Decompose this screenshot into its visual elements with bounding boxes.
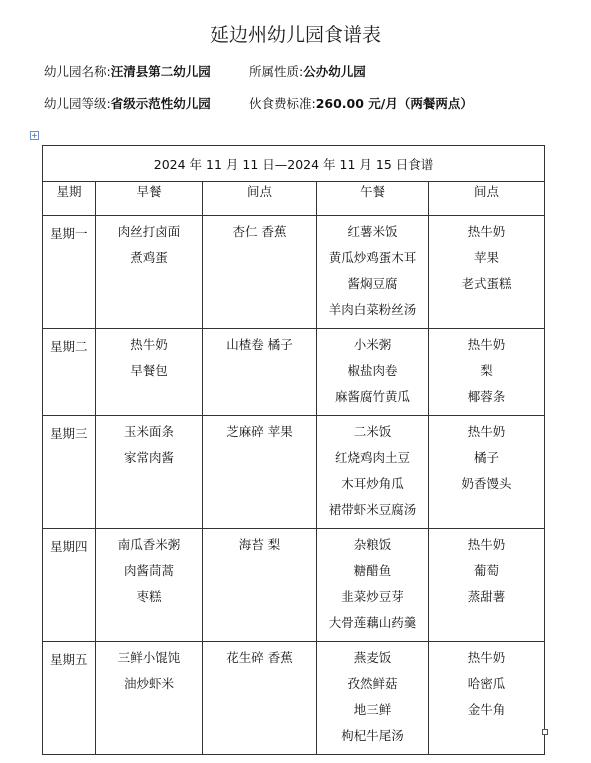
header-snack-pm: 间点 bbox=[429, 182, 545, 216]
snack1-cell bbox=[203, 216, 317, 329]
menu-item: 热牛奶 bbox=[467, 337, 506, 352]
menu-item: 蒸甜薯 bbox=[467, 589, 506, 604]
menu-item: 热牛奶 bbox=[467, 650, 506, 665]
menu-item: 葡萄 bbox=[474, 563, 500, 578]
menu-item: 羊肉白菜粉丝汤 bbox=[328, 302, 417, 317]
snack2-cell bbox=[429, 216, 545, 329]
grade-label: 幼儿园等级: bbox=[44, 96, 111, 111]
menu-item: 肉丝打卤面 bbox=[117, 224, 181, 239]
breakfast-cell bbox=[96, 529, 203, 642]
table-row bbox=[43, 329, 545, 416]
menu-item: 南瓜香米粥 bbox=[117, 537, 181, 552]
breakfast-cell bbox=[96, 642, 203, 755]
lunch-cell bbox=[317, 216, 429, 329]
menu-item: 燕麦饭 bbox=[353, 650, 392, 665]
kindergarten-name bbox=[44, 62, 211, 80]
menu-item: 小米粥 bbox=[353, 337, 392, 352]
name-value: 汪清县第二幼儿园 bbox=[110, 64, 211, 79]
kindergarten-grade bbox=[44, 94, 211, 112]
breakfast-cell bbox=[96, 329, 203, 416]
snack1-cell bbox=[203, 416, 317, 529]
weekday-cell: 星期二 bbox=[43, 329, 96, 416]
table-row bbox=[43, 642, 545, 755]
table-row bbox=[43, 416, 545, 529]
menu-item: 椰蓉条 bbox=[467, 389, 506, 404]
table-resize-handle[interactable] bbox=[542, 729, 548, 735]
weekday-cell: 星期一 bbox=[43, 216, 96, 329]
table-row bbox=[43, 529, 545, 642]
menu-item: 杂粮饭 bbox=[353, 537, 392, 552]
table-move-handle-icon[interactable]: + bbox=[31, 131, 38, 140]
nature-value: 公办幼儿园 bbox=[303, 64, 366, 79]
breakfast-cell bbox=[96, 416, 203, 529]
menu-item: 糖醋鱼 bbox=[353, 563, 392, 578]
menu-item: 麻酱腐竹黄瓜 bbox=[334, 389, 410, 404]
menu-item: 山楂卷 橘子 bbox=[226, 337, 293, 352]
menu-item: 椒盐肉卷 bbox=[347, 363, 398, 378]
menu-item: 黄瓜炒鸡蛋木耳 bbox=[328, 250, 417, 265]
menu-item: 酱焖豆腐 bbox=[347, 276, 398, 291]
menu-item: 奶香馒头 bbox=[461, 476, 512, 491]
menu-item: 橘子 bbox=[474, 450, 500, 465]
menu-item: 红烧鸡肉土豆 bbox=[334, 450, 410, 465]
menu-item: 红薯米饭 bbox=[347, 224, 398, 239]
menu-item: 三鲜小馄饨 bbox=[117, 650, 181, 665]
header-weekday: 星期 bbox=[43, 182, 96, 216]
name-label: 幼儿园名称: bbox=[44, 64, 111, 79]
menu-item: 金牛角 bbox=[467, 702, 506, 717]
menu-item: 杏仁 香蕉 bbox=[232, 224, 287, 239]
meal-fee-standard bbox=[249, 94, 473, 112]
menu-item: 梨 bbox=[480, 363, 493, 378]
menu-item: 枸杞牛尾汤 bbox=[341, 728, 404, 743]
lunch-cell bbox=[317, 329, 429, 416]
snack2-cell bbox=[429, 529, 545, 642]
menu-item: 老式蛋糕 bbox=[461, 276, 512, 291]
menu-item: 早餐包 bbox=[130, 363, 168, 378]
table-row bbox=[43, 216, 545, 329]
menu-item: 孜然鲜菇 bbox=[347, 676, 398, 691]
menu-item: 木耳炒角瓜 bbox=[341, 476, 404, 491]
menu-item: 地三鲜 bbox=[353, 702, 392, 717]
menu-item: 花生碎 香蕉 bbox=[226, 650, 293, 665]
weekday-cell: 星期三 bbox=[43, 416, 96, 529]
menu-item: 玉米面条 bbox=[123, 424, 174, 439]
menu-item: 大骨莲藕山药羹 bbox=[328, 615, 417, 630]
menu-item: 芝麻碎 苹果 bbox=[226, 424, 293, 439]
snack2-cell bbox=[429, 642, 545, 755]
lunch-cell bbox=[317, 642, 429, 755]
lunch-cell bbox=[317, 416, 429, 529]
header-breakfast: 早餐 bbox=[96, 182, 203, 216]
kindergarten-nature bbox=[249, 62, 366, 80]
snack2-cell bbox=[429, 416, 545, 529]
menu-item: 热牛奶 bbox=[467, 537, 506, 552]
menu-item: 海苔 梨 bbox=[238, 537, 281, 552]
snack1-cell bbox=[203, 642, 317, 755]
menu-item: 二米饭 bbox=[353, 424, 392, 439]
menu-item: 裙带虾米豆腐汤 bbox=[328, 502, 417, 517]
menu-item: 肉酱茼蒿 bbox=[123, 563, 174, 578]
menu-table bbox=[42, 145, 545, 755]
menu-item: 油炒虾米 bbox=[123, 676, 174, 691]
menu-item: 煮鸡蛋 bbox=[130, 250, 168, 265]
breakfast-cell bbox=[96, 216, 203, 329]
nature-label: 所属性质: bbox=[249, 64, 304, 79]
lunch-cell bbox=[317, 529, 429, 642]
fee-label: 伙食费标准: bbox=[249, 96, 316, 111]
menu-item: 热牛奶 bbox=[467, 224, 506, 239]
snack2-cell bbox=[429, 329, 545, 416]
menu-item: 热牛奶 bbox=[467, 424, 506, 439]
page-title: 延边州幼儿园食谱表 bbox=[209, 24, 381, 46]
weekday-cell: 星期四 bbox=[43, 529, 96, 642]
fee-value: 260.00 元/月（两餐两点） bbox=[315, 96, 473, 111]
menu-item: 苹果 bbox=[474, 250, 500, 265]
menu-item: 韭菜炒豆芽 bbox=[341, 589, 404, 604]
menu-item: 枣糕 bbox=[136, 589, 162, 604]
grade-value: 省级示范性幼儿园 bbox=[110, 96, 211, 111]
header-lunch: 午餐 bbox=[317, 182, 429, 216]
menu-item: 哈密瓜 bbox=[467, 676, 506, 691]
header-snack-am: 间点 bbox=[203, 182, 317, 216]
menu-item: 家常肉酱 bbox=[123, 450, 174, 465]
menu-date-range: 2024 年 11 月 11 日—2024 年 11 月 15 日食谱 bbox=[43, 146, 545, 182]
snack1-cell bbox=[203, 529, 317, 642]
snack1-cell bbox=[203, 329, 317, 416]
weekday-cell: 星期五 bbox=[43, 642, 96, 755]
menu-item: 热牛奶 bbox=[130, 337, 168, 352]
